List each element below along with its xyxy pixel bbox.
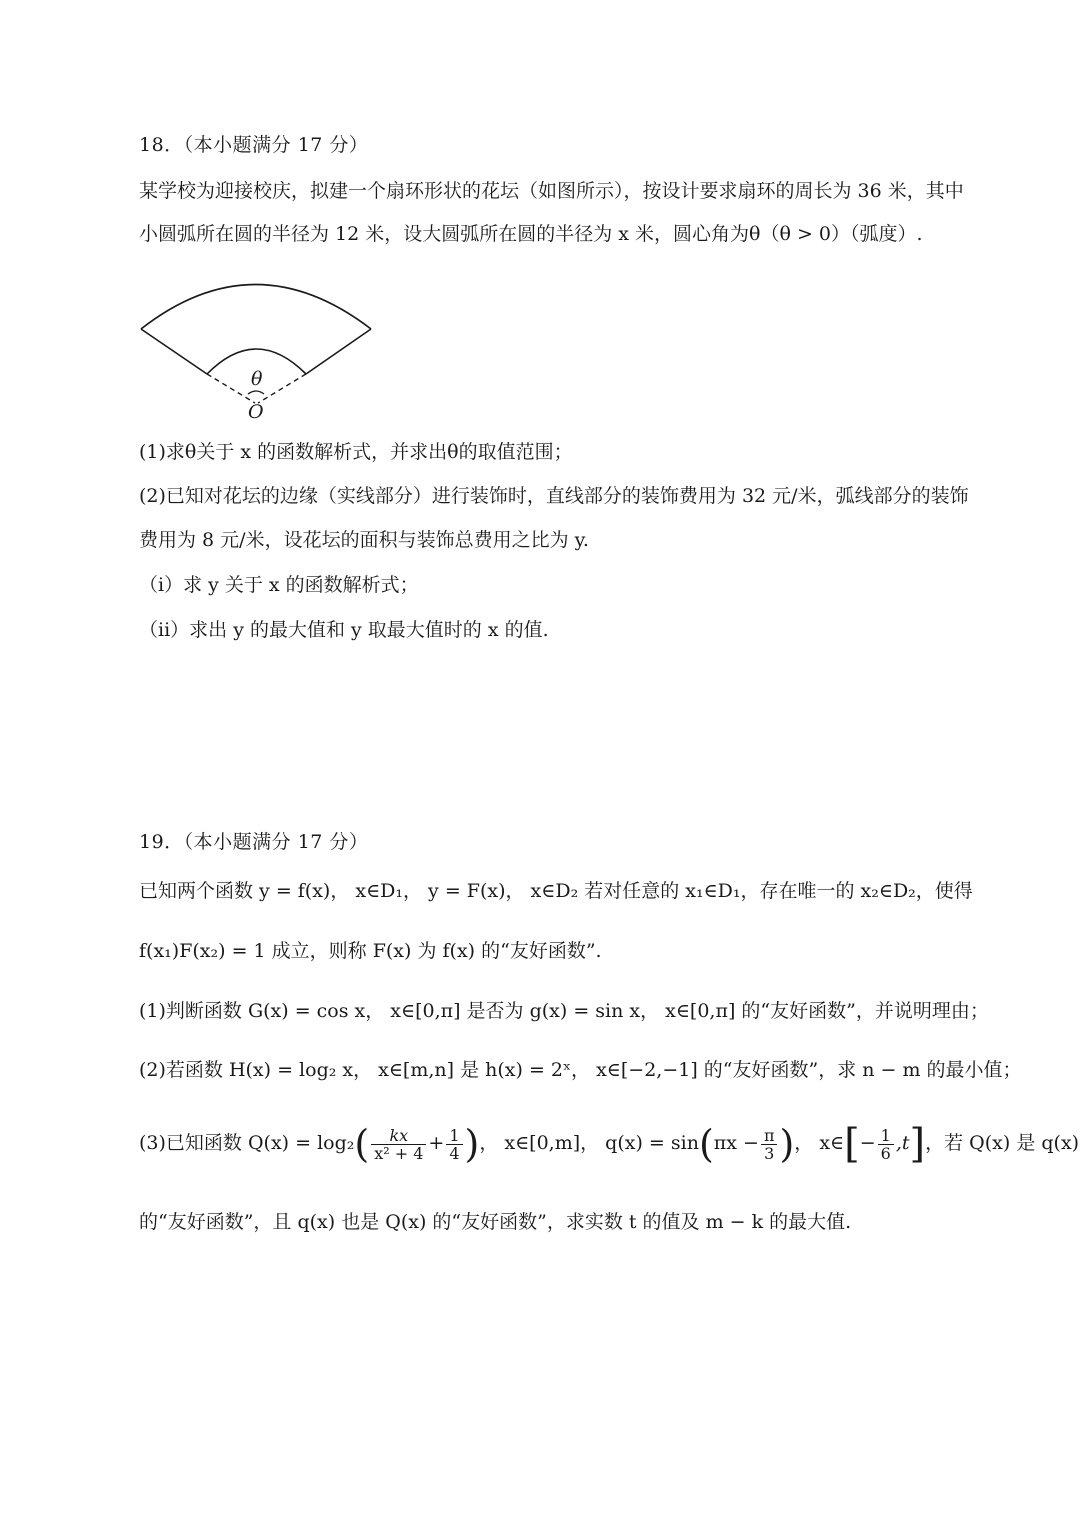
q18-header: 18．（本小题满分 17 分） — [139, 134, 369, 156]
fraction-pi-third: $\frac{\pi}{3}$ — [761, 1127, 778, 1162]
q18-intro-line2: 小圆弧所在圆的半径为 12 米，设大圆弧所在圆的半径为 x 米，圆心角为θ（θ > 0）（弧度）. — [139, 223, 923, 245]
q19-part3-line2: 的“友好函数”，且 q(x) 也是 Q(x) 的“友好函数”，求实数 t 的值及 m − k 的最大值. — [139, 1211, 852, 1233]
q19-intro-line1: 已知两个函数 y = f(x)， x∈D₁， y = F(x)， x∈D₂ 若对任意的 x₁∈D₁，存在唯一的 x₂∈D₂，使得 — [139, 880, 973, 902]
q18-sub-i: （i）求 y 关于 x 的函数解析式； — [139, 574, 419, 596]
q19-part2: (2)若函数 H(x) = log₂ x， x∈[m,n] 是 h(x) = 2ˣ， x∈[−2,−1] 的“友好函数”，求 n − m 的最小值； — [139, 1059, 1022, 1081]
q18-sub-ii: （ii）求出 y 的最大值和 y 取最大值时的 x 的值. — [139, 619, 549, 641]
open-bracket: [ — [844, 1121, 860, 1167]
q19-part3-line1: (3)已知函数 Q(x) = log₂( $\frac{kx}{\text{x² + 4}}$ + $\frac{1}{4}$ )， x∈[0,m]， q(x) = sin(πx − $\frac{\pi}{3}$ )， x∈[− $\frac{1}{6}$ ,t]，若 Q(x) 是 q(x) — [139, 1121, 1080, 1167]
q18-part2-line1: (2)已知对花坛的边缘（实线部分）进行装饰时，直线部分的装饰费用为 32 元/米，弧线部分的装饰 — [139, 485, 969, 507]
sector-ring-figure — [130, 270, 390, 430]
close-bracket: ] — [909, 1121, 926, 1167]
fraction-one-quarter: $\frac{1}{4}$ — [446, 1127, 462, 1162]
q18-intro-line1: 某学校为迎接校庆，拟建一个扇环形状的花坛（如图所示），按设计要求扇环的周长为 36 米，其中 — [139, 180, 964, 202]
part3-prefix: (3)已知函数 Q(x) = log₂ — [139, 1132, 355, 1154]
left-edge — [141, 329, 207, 374]
right-dashed-radius — [258, 374, 306, 403]
open-paren-2: ( — [698, 1122, 714, 1166]
q19-part1: (1)判断函数 G(x) = cos x， x∈[0,π] 是否为 g(x) = sin x， x∈[0,π] 的“友好函数”，并说明理由； — [139, 1000, 989, 1022]
angle-arc — [248, 391, 264, 394]
part3-mid: ， x∈[0,m]， q(x) = sin — [479, 1132, 699, 1154]
theta-label: θ — [251, 368, 263, 390]
outer-arc — [141, 285, 371, 330]
close-paren-2: ) — [779, 1122, 795, 1166]
open-paren: ( — [354, 1122, 370, 1166]
center-o-label: O — [248, 401, 264, 423]
q19-intro-line2: f(x₁)F(x₂) = 1 成立，则称 F(x) 为 f(x) 的“友好函数”. — [139, 940, 602, 962]
q19-header: 19．（本小题满分 17 分） — [139, 831, 369, 853]
q18-part2-line2: 费用为 8 元/米，设花坛的面积与装饰总费用之比为 y. — [139, 529, 589, 551]
fraction-one-sixth: $\frac{1}{6}$ — [878, 1127, 894, 1162]
right-edge — [306, 329, 371, 374]
fraction-kx: $\frac{kx}{\text{x² + 4}}$ — [371, 1127, 426, 1162]
close-paren: ) — [464, 1122, 480, 1166]
left-dashed-radius — [207, 374, 255, 403]
q18-part1: (1)求θ关于 x 的函数解析式，并求出θ的取值范围； — [139, 441, 573, 463]
